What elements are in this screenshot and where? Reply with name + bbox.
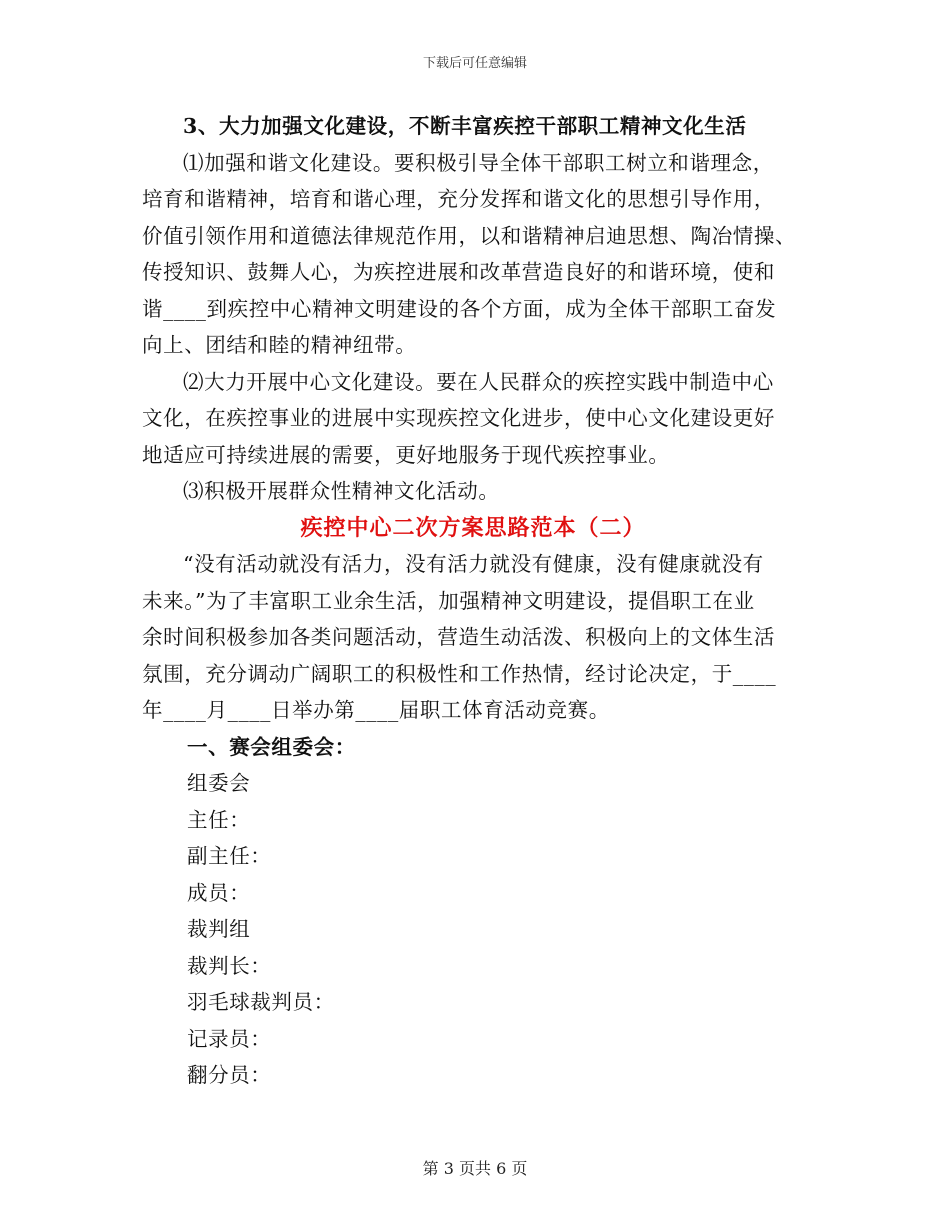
committee-list-item: 裁判长： [187,953,272,978]
document-title: 疾控中心二次方案思路范本（二） [300,514,646,541]
section-3-item-2-line: ⑵大力开展中心文化建设。要在人民群众的疾控实践中制造中心 [183,369,774,394]
section-3-item-1-line: 向上、团结和睦的精神纽带。 [142,333,417,357]
section-3-item-2-line: 文化，在疾控事业的进展中实现疾控文化进步，使中心文化建设更好 [142,406,775,430]
intro-line: 氛围，充分调动广阔职工的积极性和工作热情，经讨论决定，于____ [142,661,777,686]
intro-line: “没有活动就没有活力，没有活力就没有健康，没有健康就没有 [183,552,764,576]
intro-line: 年____月____日举办第____届职工体育活动竞赛。 [142,698,610,722]
committee-list-item: 羽毛球裁判员： [187,990,335,1014]
section-3-item-1-line: 价值引领作用和道德法律规范作用，以和谐精神启迪思想、陶冶情操、 [142,223,797,248]
committee-list-item: 裁判组 [187,917,251,941]
document-body [142,108,804,1094]
section-3-item-3-line: ⑶积极开展群众性精神文化活动。 [183,479,500,503]
intro-line: 未来。”为了丰富职工业余生活，加强精神文明建设，提倡职工在业 [142,588,755,613]
section-3-item-1-line: 谐____到疾控中心精神文明建设的各个方面，成为全体干部职工奋发 [142,296,777,321]
intro-line: 余时间积极参加各类问题活动，营造生动活泼、积极向上的文体生活 [142,625,775,649]
section-3-item-1-line: ⑴加强和谐文化建设。要积极引导全体干部职工树立和谐理念， [183,150,774,175]
section-3-item-1-line: 传授知识、鼓舞人心，为疾控进展和改革营造良好的和谐环境，使和 [142,260,775,284]
section-3-item-1-line: 培育和谐精神，培育和谐心理，充分发挥和谐文化的思想引导作用， [142,187,775,211]
page-number-footer: 第 3 页共 6 页 [422,1159,528,1178]
committee-list-item: 成员： [187,880,251,905]
page-header-note: 下载后可任意编辑 [422,56,527,71]
committee-list-item: 主任： [187,807,251,832]
committee-list-item: 副主任： [187,844,272,868]
committee-list-item: 记录员： [187,1026,272,1051]
section-1-heading: 一、赛会组委会： [187,734,356,759]
section-3-heading: 3、大力加强文化建设，不断丰富疾控干部职工精神文化生活 [183,114,747,138]
section-3-item-2-line: 地适应可持续进展的需要，更好地服务于现代疾控事业。 [142,442,670,467]
committee-list-item: 翻分员： [187,1063,272,1087]
committee-list-item: 组委会 [187,771,251,795]
